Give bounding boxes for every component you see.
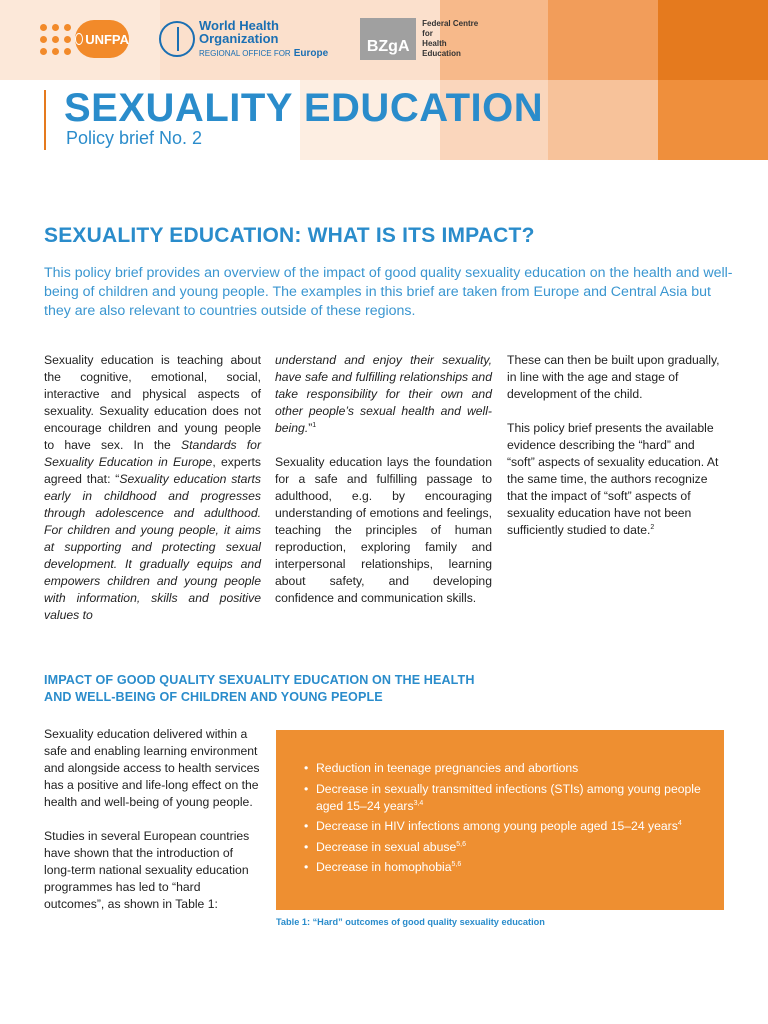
unfpa-badge: UNFPA (75, 20, 129, 58)
paragraph: Studies in several European countries have shown that the introduction of long-term national sexuality education programmes has led to “hard outcomes”, as shown in Table 1: (44, 829, 250, 911)
paragraph: These can then be built upon gradually, in line with the age and stage of development of the child. (507, 353, 720, 401)
outcomes-list (304, 760, 724, 876)
body-column-2 (275, 352, 492, 624)
paragraph: This policy brief presents the available evidence describing the “hard” and “soft” aspects of sexuality education. At the same time, the authors recognize that the impact of “soft” aspects of sexuality education have not been sufficiently studied to date.$^2$ (507, 421, 719, 537)
outcome-item: • Reduction in teenage pregnancies and abortions (304, 760, 724, 777)
impact-heading: IMPACT OF GOOD QUALITY SEXUALITY EDUCATION ON THE HEALTH AND WELL-BEING OF CHILDREN AND YOUNG PEOPLE (44, 673, 475, 704)
outcome-item: • Decrease in sexual abuse$^{5,6}$ (304, 839, 724, 856)
outcome-item: • Decrease in homophobia$^{5,6}$ (304, 859, 724, 876)
paragraph: Sexuality education lays the foundation for a safe and fulfilling passage to adulthood, e.g. by encouraging understanding of emotions and feelings, teaching the principles of human reproduction, exploring family and interpersonal relationships, learning about safety, and developing confidence and communication skills. (275, 455, 492, 605)
table-caption: Table 1: “Hard” outcomes of good quality sexuality education (276, 917, 545, 927)
outcome-item: • Decrease in sexually transmitted infections (STIs) among young people aged 15–24 years$^{3,4}$ (304, 781, 724, 815)
globe-icon (75, 33, 83, 45)
paragraph: Sexuality education is teaching about the cognitive, emotional, social, interactive and physical aspects of sexuality. Sexuality education does not encourage children and young people to have sex. In the Standards for Sexuality Education in Europe, experts agreed that: “Sexuality education starts early in childhood and progresses through adolescence and adulthood. For children and young people, it aims at supporting and protecting sexual development. It gradually equips and empowers children and young people with information, skills and positive values to (44, 353, 262, 622)
header-band (658, 80, 768, 160)
bzga-mark: BZgA (360, 18, 416, 60)
bzga-logo (360, 18, 482, 60)
header-band (658, 0, 768, 80)
title-rule (44, 90, 46, 150)
partner-logos (40, 14, 482, 64)
body-column-1 (44, 352, 261, 641)
who-logo-text: World Health Organization REGIONAL OFFICE FOR Europe (199, 17, 329, 59)
page-title: SEXUALITY EDUCATION (64, 86, 544, 130)
impact-column (44, 726, 261, 930)
who-emblem-icon (159, 21, 195, 57)
unfpa-dots-icon (40, 24, 71, 55)
header-band (548, 80, 658, 160)
footnote-ref: 1 (312, 421, 317, 429)
outcomes-table (276, 730, 724, 910)
unfpa-logo (40, 20, 129, 58)
header-band (548, 0, 658, 80)
outcome-item: • Decrease in HIV infections among young people aged 15–24 years$^4$ (304, 818, 724, 835)
bzga-logo-text: Federal Centre for Health Education (422, 19, 479, 58)
body-column-3 (507, 352, 724, 556)
footnote-ref: 2 (650, 523, 655, 531)
who-logo (159, 19, 328, 60)
paragraph: Sexuality education delivered within a safe and enabling learning environment and alongside access to health services has a positive and life-long effect on the health and well-being of young people. (44, 727, 260, 809)
page-subtitle: Policy brief No. 2 (66, 128, 203, 148)
section-heading: SEXUALITY EDUCATION: WHAT IS ITS IMPACT? (44, 224, 535, 247)
paragraph: understand and enjoy their sexuality, have safe and fulfilling relationships and take responsibility for their own and other people’s sexual health and well-being.”$^1$ (275, 353, 492, 435)
section-intro: This policy brief provides an overview of the impact of good quality sexuality education on the health and well-being of children and young people. The examples in this brief are taken from Europe and Central Asia but they are also relevant to countries outside of these regions. (44, 265, 733, 319)
